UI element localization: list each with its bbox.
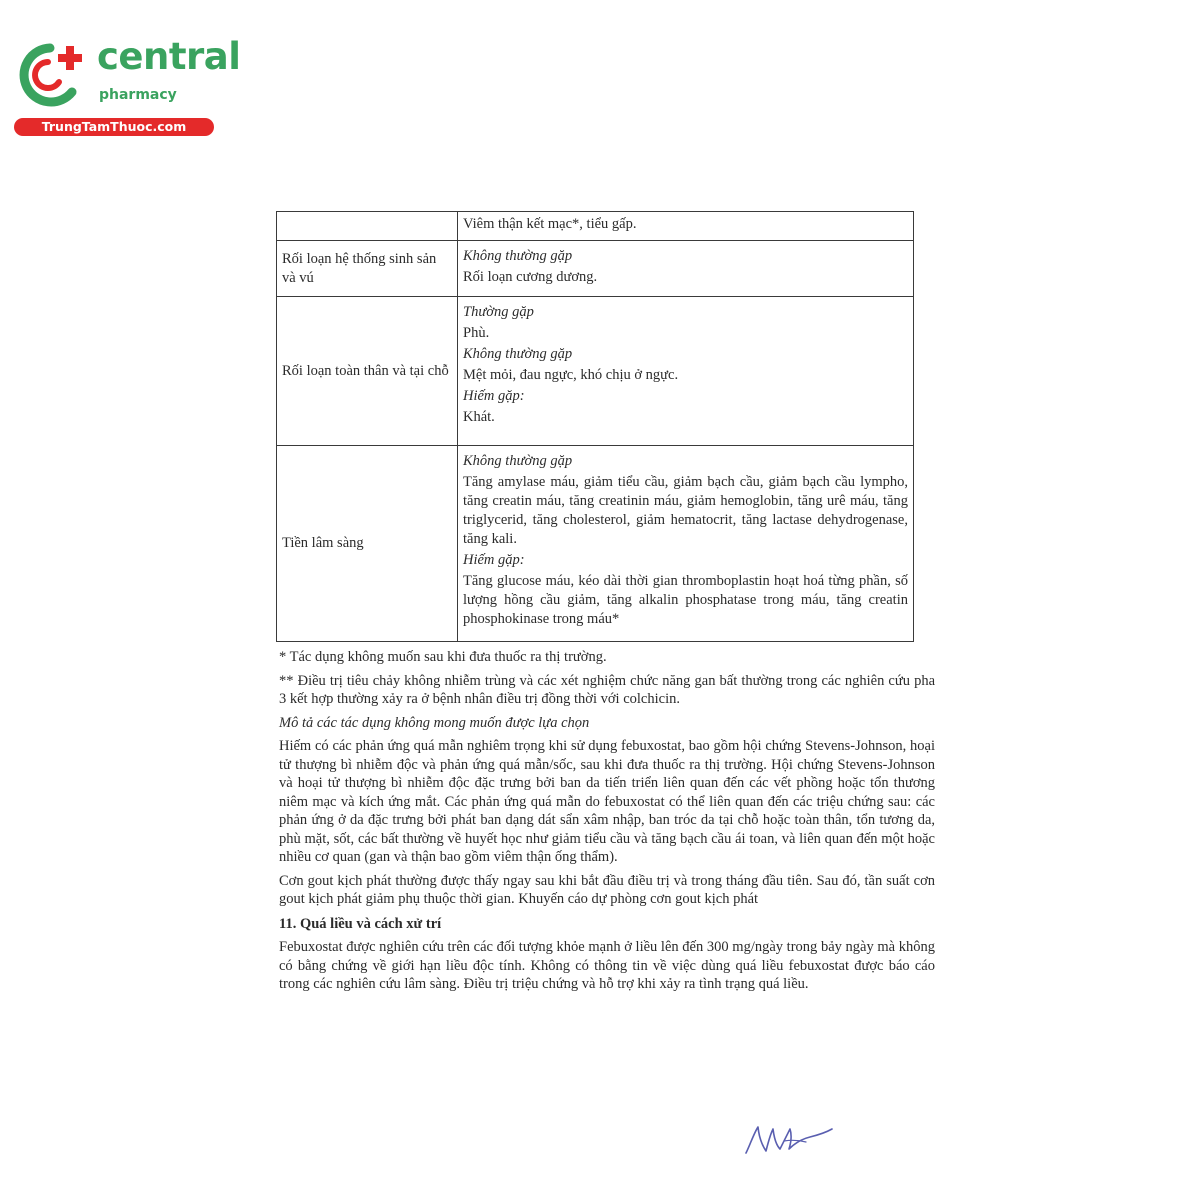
effect-text: Khát.: [463, 409, 495, 425]
frequency-label: Thường gặp: [463, 304, 534, 320]
table-row: [277, 446, 914, 642]
effect-text: Viêm thận kết mạc*, tiểu gấp.: [463, 216, 637, 232]
central-pharmacy-logo-icon: [10, 40, 90, 108]
effect-text: Rối loạn cương dương.: [463, 269, 598, 285]
category-cell: [277, 212, 458, 241]
logo-site-badge: TrungTamThuoc.com: [14, 118, 214, 136]
effect-text: Tăng amylase máu, giảm tiểu cầu, giảm bạch cầu, giảm bạch cầu lympho, tăng creatin máu, tăng creatinin máu, giảm hemoglobin, tăng urê máu, tăng triglycerid, tăng cholesterol, giảm hematocrit, tăng lactase dehydrogenase, tăng kali.: [463, 474, 908, 547]
frequency-label: Không thường gặp: [463, 453, 573, 469]
selected-effects-paragraph-1: Hiếm có các phản ứng quá mẫn nghiêm trọng khi sử dụng febuxostat, bao gồm hội chứng Stevens-Johnson, hoại tử thượng bì nhiễm độc và phản ứng quá mẫn/sốc, sau khi đưa thuốc ra thị trường. Hội chứng Stevens-Johnson và hoại tử thượng bì nhiễm độc đặc trưng bởi ban da tiến triển liên quan đến các vết phồng hoặc tổn thương niêm mạc và kích ứng mắt. Các phản ứng quá mẫn do febuxostat có thể liên quan đến các triệu chứng sau: các phản ứng ở da đặc trưng bởi phát ban dạng dát sẩn xâm nhập, ban tróc da tại chỗ hoặc toàn thân, tổn tương da, phù mặt, sốt, các bất thường về huyết học như giảm tiểu cầu và tăng bạch cầu ái toan, và liên quan đến một hoặc nhiều cơ quan (gan và thận bao gồm viêm thận ống thẩm).: [279, 738, 935, 865]
category-cell: Tiền lâm sàng: [277, 446, 458, 642]
handwritten-signature-icon: [740, 1115, 840, 1165]
category-cell: Rối loạn toàn thân và tại chỗ: [277, 297, 458, 446]
effects-cell: [458, 446, 914, 642]
table-row: [277, 212, 914, 241]
effects-cell: [458, 241, 914, 297]
document-body: [279, 648, 935, 999]
frequency-label: Hiếm gặp:: [463, 552, 525, 568]
footnote-2: ** Điều trị tiêu chảy không nhiễm trùng và các xét nghiệm chức năng gan bất thường trong các nghiên cứu pha 3 kết hợp thường xảy ra ở bệnh nhân điều trị đồng thời với colchicin.: [279, 672, 935, 707]
effect-text: Mệt mỏi, đau ngực, khó chịu ở ngực.: [463, 367, 679, 383]
frequency-label: Không thường gặp: [463, 248, 573, 264]
logo-sub-text: pharmacy: [99, 87, 177, 103]
effect-text: Phù.: [463, 325, 490, 341]
selected-effects-heading: Mô tả các tác dụng không mong muốn được lựa chọn: [279, 714, 590, 731]
frequency-label: Không thường gặp: [463, 346, 573, 362]
logo-brand-text: central: [97, 35, 241, 78]
selected-effects-paragraph-2: Cơn gout kịch phát thường được thấy ngay sau khi bắt đầu điều trị và trong tháng đầu tiên. Sau đó, tần suất cơn gout kịch phát giảm phụ thuộc thời gian. Khuyến cáo dự phòng cơn gout kịch phát: [279, 872, 935, 907]
effects-cell: [458, 212, 914, 241]
table-row: [277, 241, 914, 297]
central-pharmacy-logo: [10, 35, 241, 138]
adverse-effects-table: [276, 211, 914, 642]
effect-text: Tăng glucose máu, kéo dài thời gian thromboplastin hoạt hoá từng phần, số lượng hồng cầu giảm, tăng alkalin phosphatase trong máu, tăng creatin phosphokinase trong máu*: [463, 573, 908, 627]
effects-cell: [458, 297, 914, 446]
table-row: [277, 297, 914, 446]
category-cell: Rối loạn hệ thống sinh sản và vú: [277, 241, 458, 297]
frequency-label: Hiếm gặp:: [463, 388, 525, 404]
section-11-paragraph: Febuxostat được nghiên cứu trên các đối tượng khỏe mạnh ở liều lên đến 300 mg/ngày trong bảy ngày mà không có bằng chứng về giới hạn liều độc tính. Không có thông tin về việc dùng quá liều febuxostat được báo cáo trong các nghiên cứu lâm sàng. Điều trị triệu chứng và hỗ trợ khi xảy ra tình trạng quá liều.: [279, 939, 935, 992]
footnote-1: * Tác dụng không muốn sau khi đưa thuốc ra thị trường.: [279, 649, 607, 665]
section-11-title: 11. Quá liều và cách xử trí: [279, 915, 442, 932]
